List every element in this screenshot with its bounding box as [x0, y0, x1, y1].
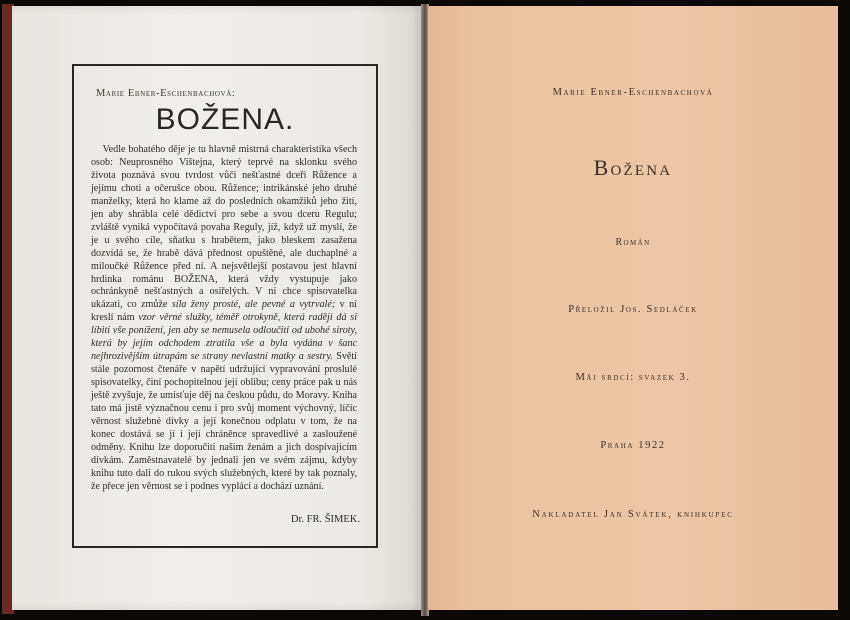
title-page-translator: Přeložil Jos. Sedláček [568, 304, 698, 315]
review-text-part: v ní kreslí nám [91, 299, 357, 324]
review-title: BOŽENA. [155, 103, 295, 136]
title-page-genre: Román [615, 237, 651, 248]
title-page-series: Máj srdcí: svazek 3. [575, 372, 691, 383]
review-text-part: Světí stále pozornost čtenáře v napětí udržující vypravování proslulé spisovatelky, činí pochopitelnou její oblibu; ceny práce pak u nás ještě zvyšuje, že umísťuje děj na českou půdu, do Moravy. Kniha tato má jistě význačnou cenu i pro svůj moment výchovný, líčíc věrnost služebné dívky a její konečnou odplatu v tom, že na konec dostává se jí i její chráněnce spravedlivé a zasloužené odměny. Knihu lze doporučiti našim ženám a jich dospívajícím dívkám. Zaměstnavatelé by jednali jen ve svém zájmu, kdyby knihu tuto dali do rukou svých služebných, které by tak poznaly, že přece jen věrnost se i podnes vyplácí a dochází uznání. [91, 351, 357, 492]
title-page-publisher: Nakladatel Jan Svátek, knihkupec [532, 509, 734, 520]
review-text-part: síla ženy prosté, ale pevné a vytrvalé; [171, 299, 336, 311]
review-author: Marie Ebner-Eschenbachová: [96, 88, 236, 99]
title-page-place-year: Praha 1922 [600, 440, 666, 451]
review-text-part: Vedle bohatého děje je tu hlavně mistrná charakteristika všech osob: Neuprosného Vištejna, který teprvé na sklonku svého života poznává svou tvrdost vůči nešťastné dceři Růžence a jejímu choti a očerušce obou. Růžence; intrikánské jeho druhé manželky, která ho klame až do posledních okamžiků jeho žití, jen aby shrábla celé dědictví pro sebe a svou dceru Regulu; zvláště vyniká vypočítavá povaha Reguly, jíž, když už myslí, že je u svého cíle, sňatku s hrabětem, jako bleskem zasažena dozvídá se, že hrabě dává přednost opuštěné, ale duchaplné a miloučké Růžence před ní. A nejsvětlejší postavou jest hlavní hrdinka románu BOŽENA, která vždy vystupuje jako ochránkyně nešťastných a osiřelých. V ní chce spisovatelka ukázati, co zmůže [91, 144, 357, 311]
review-text-part: vzor věrné služky, téměř otrokyně, která raději dá si líbiti vše ponížení, jen aby se nemusela odloučiti od ubohé siroty, která by jejím odchodem ztratila vše a byla vydána v šanc nejhrozivějším útrapám se strany nevlastní matky a sestry. [91, 312, 357, 363]
title-page-title: Božena [593, 155, 673, 180]
review-text [91, 144, 357, 494]
review-signature: Dr. FR. ŠIMEK. [290, 514, 360, 525]
title-page-author: Marie Ebner-Eschenbachová [552, 87, 714, 98]
